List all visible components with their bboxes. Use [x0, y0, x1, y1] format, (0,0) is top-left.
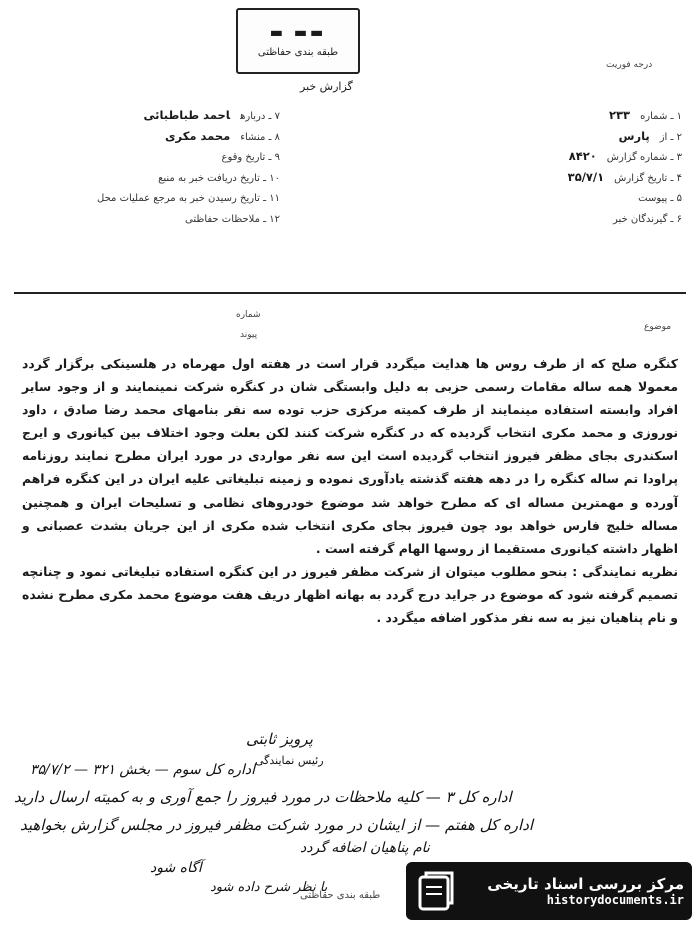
representation-opinion: نظریه نمایندگی : بنحو مطلوب میتوان از شرکت مظفر فیروز در این کنگره استفاده تبلیغاتی نمود و چنانچه تصمیم گرفته شود که موضوع در جراید درج گردد به بهانه اظهار دریف هفت موضوع محمد مکری مطرح نشده و نام پناهیان نیز به سه نفر مذکور اضافه میگردد .: [22, 563, 678, 626]
left-field-label: ۱۱ ـ تاریخ رسیدن خبر به مرجع عملیات محل: [97, 193, 280, 204]
left-field-row: [40, 127, 280, 148]
subject-label: موضوع: [644, 322, 672, 332]
handwritten-note-2: اداره کل ۳ — کلیه ملاحظات در مورد فیروز را جمع آوری و به کمیته ارسال دارید: [14, 788, 512, 806]
left-field-row: [40, 147, 280, 168]
link-label: پیوند: [240, 330, 258, 340]
right-field-row: [420, 106, 682, 127]
watermark-url[interactable]: historydocuments.ir: [546, 893, 684, 907]
left-field-label: ۱۰ ـ تاریخ دریافت خبر به منبع: [158, 172, 280, 184]
left-field-value: محمد مکری: [165, 128, 231, 143]
right-field-value: ۲۳۳: [609, 108, 631, 122]
watermark-text: [487, 875, 684, 907]
right-field-row: [420, 127, 682, 148]
handwritten-note-3: اداره کل هفتم — از ایشان در مورد شرکت مظفر فیروز در مجلس گزارش بخواهید: [20, 816, 534, 834]
right-field-value: ۸۴۲۰: [568, 149, 597, 163]
right-field-value: ۳۵/۷/۱: [567, 169, 605, 184]
fields-left: [40, 106, 280, 229]
report-paragraph: کنگره صلح که از طرف روس ها هدایت میگردد قرار است در هفته اول مهرماه در هلسینکی برگزار گردد معمولا همه ساله مقامات رسمی حزبی به دلیل وابستگی شان در کنگره شرکت نمینمایند و از وجود سایر افراد وابسته استفاده مینمایند از طرف کمیته مرکزی حزب توده سه نفر بنامهای محمد رضا صادق ، داود نوروزی و محمد مکری انتخاب گردیده که در کنگره شرکت کنند لکن بعلت وجود اختلاف بین کیانوری و ایرج اسکندری بجای مظفر فیروز انتخاب گردیده است این سه نفر مواردی در مورد ایران مطرح نمایند روزنامه پراودا تم ساله کنگره را در دهه هفته گذشته یادآوری نموده و زمینه تبلیغاتی علیه ایران در این کنگره فراهم آورده و مهمترین مساله ای که مطرح خواهد شد موضوع خودروهای نظامی و تسلیحات ایران و همچنین مساله خلیج فارس خواهد بود چون فیروز بجای مکری انتخاب شده مکری از این جریان بشدت عصبانی و اظهار داشته کیانوری مستقیما از روسها الهام گرفته است .: [22, 356, 678, 556]
right-field-row: [420, 209, 682, 230]
left-field-label: ۷ ـ درباره: [240, 111, 280, 122]
classification-stamp: [236, 8, 360, 74]
left-field-label: ۸ ـ منشاء: [240, 131, 280, 143]
handwritten-note-6: با نظر شرح داده شود: [210, 880, 328, 895]
footer-classification: طبقه بندی حفاظتی: [300, 890, 381, 901]
right-field-label: ۱ ـ شماره: [640, 111, 682, 122]
left-field-value: احمد طباطبائی: [143, 108, 231, 122]
right-field-value: پارس: [618, 128, 650, 143]
stamp-mark: ▬ ▬▬: [269, 24, 327, 41]
left-field-row: [40, 188, 280, 209]
handwritten-note-4: نام پناهیان اضافه گردد: [300, 840, 430, 856]
left-field-label: ۹ ـ تاریخ وقوع: [221, 152, 280, 163]
right-field-row: [420, 168, 682, 189]
right-field-label: ۵ ـ پیوست: [638, 193, 682, 204]
left-field-row: [40, 106, 280, 127]
report-body: [22, 352, 678, 629]
handwritten-note-5: آگاه شود: [150, 860, 202, 876]
separator-line: [14, 292, 686, 294]
priority-label: درجه فوریت: [606, 60, 653, 70]
right-field-row: [420, 147, 682, 168]
right-field-label: ۶ ـ گیرندگان خبر: [612, 213, 682, 225]
handwritten-note-1: اداره کل سوم — بخش ۳۲۱ — ۳۵/۷/۲: [30, 762, 256, 778]
fields-right: [420, 106, 682, 229]
stamp-text: طبقه بندی حفاظتی: [257, 46, 339, 58]
left-field-row: [40, 209, 280, 230]
right-field-label: ۲ ـ از: [659, 131, 682, 143]
watermark-logo: [406, 862, 692, 920]
watermark-title: مرکز بررسی اسناد تاریخی: [487, 875, 684, 893]
document-archive-icon: [414, 869, 458, 913]
form-title: گزارش خبر: [300, 80, 353, 93]
right-field-label: ۴ ـ تاریخ گزارش: [614, 172, 682, 184]
left-field-row: [40, 168, 280, 189]
right-field-row: [420, 188, 682, 209]
signature-handwritten: پرویز ثابتی: [246, 730, 313, 748]
left-field-label: ۱۲ ـ ملاحظات حفاظتی: [185, 213, 280, 225]
number-label: شماره: [236, 310, 261, 320]
signature-title: رئیس نمایندگی: [255, 754, 324, 767]
right-field-label: ۳ ـ شماره گزارش: [606, 152, 682, 163]
